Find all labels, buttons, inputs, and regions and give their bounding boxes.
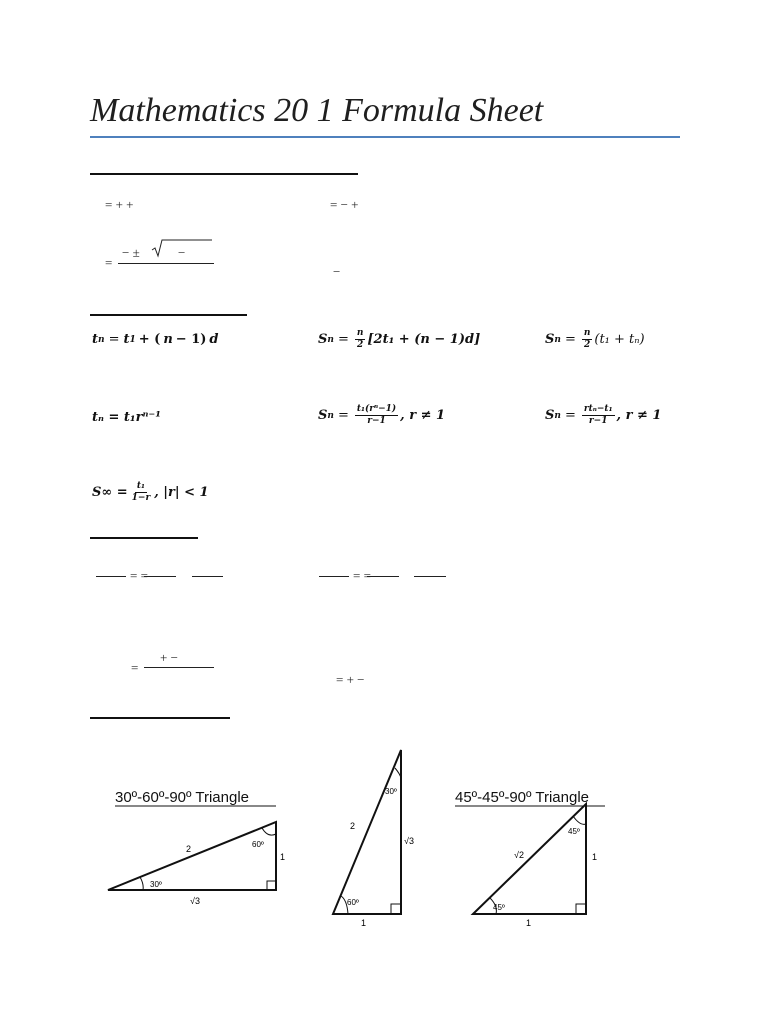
triangle-1-hyp-label: 2 (186, 844, 192, 854)
triangle-1-angle-top: 60º (252, 840, 264, 849)
sine-law-inv-bar-1 (319, 576, 349, 577)
geometric-general-term: tₙ = t₁rⁿ⁻¹ (92, 410, 161, 425)
quadratic-formula-top: − ± (122, 245, 140, 260)
arith-sn1-rhs: [2t₁ + (n − 1)d] (367, 332, 481, 347)
var-n: n (163, 332, 173, 347)
var-t: t (92, 332, 99, 347)
sine-law-bar-3 (192, 576, 223, 577)
triangle-1-shape (108, 822, 276, 890)
vertex-form-fragment: = − + (330, 197, 359, 212)
var-t1: t (123, 332, 130, 347)
triangle-2-right-angle (391, 904, 401, 914)
geometric-sum-formula-1: S n = $\frac{\text{t₁(rⁿ−1)}}{r-1}$ , r ≠ 1 (318, 404, 446, 426)
frac-den: 2 (356, 340, 364, 350)
sine-law-equals: = = (130, 568, 148, 583)
plus-paren: + ( (138, 332, 161, 347)
triangle-1-title: 30º-60º-90º Triangle (115, 789, 250, 806)
inf-condition: , |r| < 1 (154, 485, 209, 500)
inf-fraction (130, 481, 153, 504)
triangle-3-angle-top: 45º (568, 827, 580, 836)
triangle-3-base-label: 1 (526, 918, 532, 928)
sine-law-inv-equals: = = (353, 568, 371, 583)
quadratic-formula-equals: = (105, 255, 113, 270)
frac-num-b: n (583, 328, 591, 338)
inf-num: t₁ (136, 481, 145, 491)
var-S: S (318, 332, 328, 347)
fraction-n-over-2 (355, 328, 366, 351)
triangle-2-base-label: 1 (361, 918, 367, 928)
geo-sn1-den: r−1 (367, 416, 386, 426)
fraction-n-over-2-b (582, 328, 593, 351)
triangle-1-right-angle (267, 881, 276, 890)
sine-law-inv-bar-3 (414, 576, 446, 577)
triangle-2-vert-label: √3 (404, 836, 414, 846)
arithmetic-general-term (92, 332, 219, 347)
axis-of-symmetry-fragment: − (333, 264, 341, 279)
section-rule-sequences (90, 314, 247, 316)
triangle-3-title: 45º-45º-90º Triangle (455, 789, 590, 806)
section-rule-quadratics (90, 173, 358, 175)
geometric-sum-formula-2: S n = $\frac{\text{rtₙ−t₁}}{r-1}$ , r ≠ 1 (545, 404, 662, 426)
cosine-law-top: + − (160, 650, 178, 665)
triangle-1-angle-left: 30º (150, 880, 162, 889)
triangle-1-arc-left (140, 877, 143, 890)
triangle-3-angle-left: 45º (493, 903, 505, 912)
geo-sn2-num: rtₙ−t₁ (583, 404, 613, 414)
quadratic-formula-sqrt-inner: − (178, 245, 186, 260)
cosine-law-equals: = (131, 660, 139, 675)
triangle-2-hyp-label: 2 (350, 821, 356, 831)
sine-law-bar-2 (144, 576, 176, 577)
section-rule-triangles (90, 717, 230, 719)
frac-num: n (356, 328, 364, 338)
triangle-1-arc-top (262, 828, 276, 835)
arithmetic-sum-formula-2: S n = $\frac{n}{2}$ (t₁ + tₙ) (545, 328, 645, 350)
page-title: Mathematics 20 1 Formula Sheet (90, 92, 544, 129)
triangle-3-vert-label: 1 (592, 852, 598, 862)
triangle-2-shape (333, 750, 401, 914)
var-d: d (209, 332, 219, 347)
arithmetic-sum-formula-1: S n = $\frac{n}{2}$ [2t₁ + (n − 1)d] (318, 328, 481, 350)
inf-lhs: S∞ = (92, 485, 128, 500)
triangle-3-arc-top (573, 816, 586, 824)
section-rule-trig (90, 537, 198, 539)
triangle-1-vert-label: 1 (280, 852, 286, 862)
geo-sn2-condition: , r ≠ 1 (616, 408, 662, 423)
frac-den-b: 2 (583, 340, 591, 350)
special-triangles-figure (100, 740, 640, 940)
geo-sn2-den: r−1 (588, 416, 608, 426)
sine-law-inv-bar-2 (367, 576, 399, 577)
minus-one: − 1) (175, 332, 207, 347)
geo-sn1-fraction (355, 404, 398, 427)
standard-form-fragment: = + + (105, 197, 134, 212)
triangle-2-angle-bottom: 60º (347, 898, 359, 907)
triangle-3-right-angle (576, 904, 586, 914)
eq: = (108, 332, 120, 347)
triangle-3-hyp-label: √2 (514, 850, 524, 860)
triangle-2-angle-top: 30º (385, 787, 397, 796)
triangle-3-shape (473, 804, 586, 914)
geo-sn1-num: t₁(rⁿ−1) (356, 404, 397, 414)
title-underline (90, 136, 680, 138)
sub-1: 1 (129, 334, 136, 345)
cosine-law-bar (144, 667, 214, 668)
cosine-law-2: = + − (336, 672, 365, 687)
triangle-1-base-label: √3 (190, 896, 200, 906)
geo-sn1-condition: , r ≠ 1 (400, 408, 446, 423)
quadratic-formula-bar (118, 263, 214, 264)
infinite-geometric-sum (92, 481, 209, 504)
arith-sn2-rhs: (t₁ + tₙ) (594, 332, 645, 347)
sine-law-bar-1 (96, 576, 126, 577)
inf-den: 1−r (131, 493, 151, 503)
sub-n: n (98, 334, 105, 345)
geo-sn2-fraction (582, 404, 615, 427)
